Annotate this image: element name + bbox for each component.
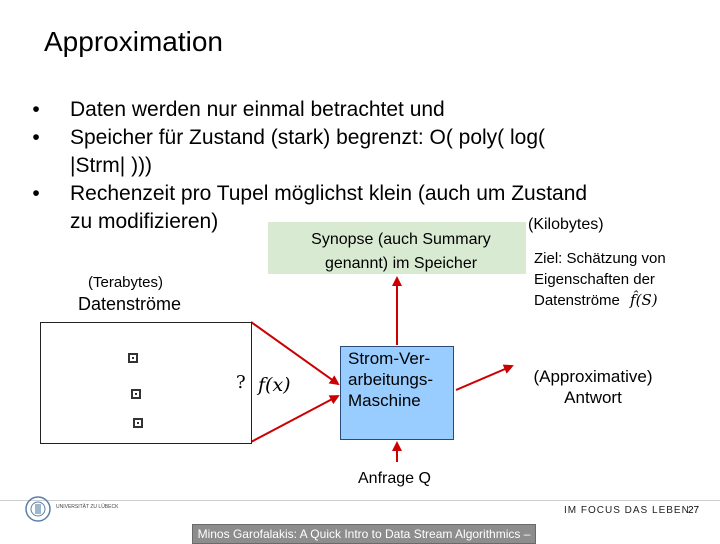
answer-line: Antwort xyxy=(564,388,622,407)
query-mark: ? xyxy=(236,372,246,393)
machine-label xyxy=(348,348,448,411)
arrow-stream-to-machine-lower xyxy=(251,396,338,442)
goal-line xyxy=(534,290,716,311)
machine-line: Maschine xyxy=(348,391,421,410)
stream-element-icon xyxy=(128,353,138,363)
bullet-line: Rechenzeit pro Tupel möglichst klein (auch um Zustand xyxy=(70,182,588,205)
goal-line: Ziel: Schätzung von xyxy=(534,250,666,267)
terabytes-label: (Terabytes) xyxy=(88,274,164,291)
bullet-symbol: • xyxy=(32,126,40,149)
answer-label xyxy=(518,366,668,408)
goal-line: Eigenschaften der xyxy=(534,271,655,288)
bullet-line: Speicher für Zustand (stark) begrenzt: O( poly( log( xyxy=(70,126,546,149)
streams-label: Datenströme xyxy=(78,294,182,314)
data-streams-box xyxy=(40,322,252,444)
bullet-symbol: • xyxy=(32,182,40,205)
arrow-machine-to-answer xyxy=(456,366,512,390)
goal-text xyxy=(534,248,716,311)
university-seal-icon xyxy=(24,494,52,524)
machine-line: Strom-Ver- xyxy=(348,349,431,368)
page-number: 27 xyxy=(688,505,700,516)
machine-line: arbeitungs- xyxy=(348,370,434,389)
synopsis-line: genannt) im Speicher xyxy=(324,255,478,272)
tagline: IM FOCUS DAS LEBEN xyxy=(564,505,690,516)
bullet-line: zu modifizieren) xyxy=(70,210,219,233)
function-label: f(x) xyxy=(258,374,291,396)
stream-element-icon xyxy=(133,418,143,428)
kilobytes-label: (Kilobytes) xyxy=(528,216,604,233)
synopsis-label xyxy=(276,228,526,276)
bullet-line: Daten werden nur einmal betrachtet und xyxy=(70,98,445,121)
answer-line: (Approximative) xyxy=(533,367,653,386)
bullet-symbol: • xyxy=(32,98,40,121)
slide-title: Approximation xyxy=(44,26,223,57)
stream-element-icon xyxy=(131,389,141,399)
goal-line-text: Datenströme xyxy=(534,292,620,309)
synopsis-line: Synopse (auch Summary xyxy=(311,231,491,248)
footer-divider xyxy=(0,500,720,501)
bullet-line: |Strm| ))) xyxy=(70,154,153,177)
credit-bar: Minos Garofalakis: A Quick Intro to Data Stream Algorithmics – xyxy=(192,524,536,544)
university-logo-text: UNIVERSITÄT ZU LÜBECK xyxy=(56,504,119,510)
query-label: Anfrage Q xyxy=(358,470,431,487)
goal-formula: f̂(S) xyxy=(630,291,658,309)
